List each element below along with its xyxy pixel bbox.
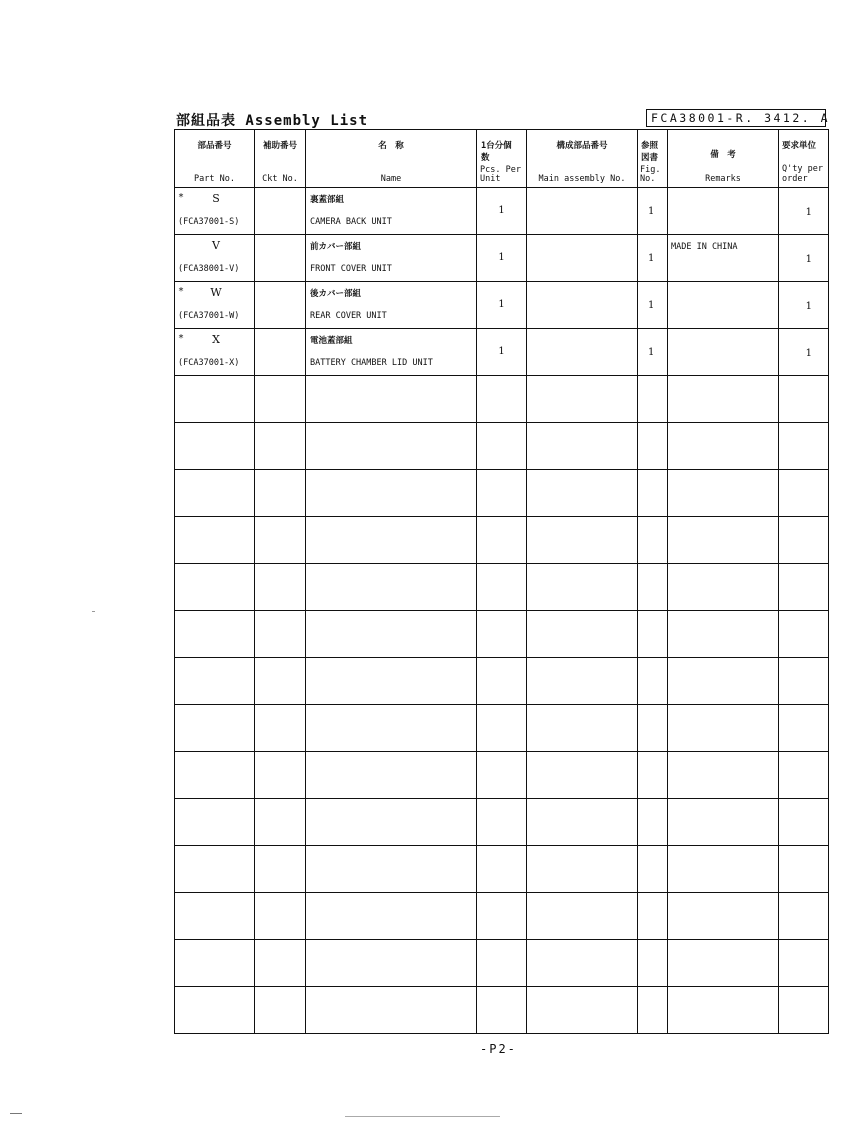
empty-cell	[779, 846, 829, 893]
empty-cell	[668, 470, 779, 517]
ckt-number	[255, 188, 305, 234]
pcs-per-unit: 1	[498, 346, 505, 357]
empty-cell	[638, 423, 668, 470]
empty-cell	[779, 799, 829, 846]
empty-cell	[638, 987, 668, 1034]
qty-per-order: 1	[805, 254, 812, 265]
empty-row	[175, 893, 829, 940]
empty-row	[175, 564, 829, 611]
empty-cell	[527, 799, 638, 846]
header-remarks: 備 考 Remarks	[668, 130, 779, 188]
empty-cell	[668, 564, 779, 611]
document-number: FCA38001-R. 3412. A	[646, 109, 826, 127]
part-number: (FCA37001-W)	[178, 311, 240, 321]
table-row	[175, 329, 829, 376]
header-part-no: 部品番号 Part No.	[175, 130, 255, 188]
empty-cell	[638, 705, 668, 752]
empty-cell	[668, 987, 779, 1034]
name-jp: 前カバー部組	[310, 242, 362, 252]
document-title: 部組品表 Assembly List	[176, 113, 369, 129]
empty-cell	[306, 470, 477, 517]
empty-cell	[306, 752, 477, 799]
empty-cell	[306, 611, 477, 658]
empty-cell	[638, 893, 668, 940]
qty-per-order: 1	[805, 348, 812, 359]
empty-row	[175, 423, 829, 470]
table-row	[175, 282, 829, 329]
empty-cell	[477, 611, 527, 658]
empty-cell	[779, 705, 829, 752]
empty-cell	[779, 987, 829, 1034]
empty-cell	[175, 423, 255, 470]
empty-cell	[175, 799, 255, 846]
empty-cell	[527, 893, 638, 940]
empty-cell	[638, 564, 668, 611]
ckt-number	[255, 235, 305, 281]
empty-cell	[527, 705, 638, 752]
empty-cell	[638, 752, 668, 799]
empty-cell	[638, 611, 668, 658]
empty-cell	[255, 940, 306, 987]
name-en: FRONT COVER UNIT	[310, 264, 392, 274]
empty-cell	[477, 752, 527, 799]
empty-cell	[175, 705, 255, 752]
empty-cell	[255, 376, 306, 423]
main-assembly-number	[527, 188, 637, 234]
header-name: 名 称 Name	[306, 130, 477, 188]
table-row	[175, 188, 829, 235]
empty-cell	[779, 470, 829, 517]
empty-cell	[668, 517, 779, 564]
empty-cell	[175, 752, 255, 799]
header-pcs-per-unit: 1台分個数 Pcs. Per Unit	[477, 130, 527, 188]
empty-cell	[255, 423, 306, 470]
fig-number: 1	[648, 206, 655, 217]
empty-cell	[527, 846, 638, 893]
empty-cell	[477, 658, 527, 705]
new-part-mark: *	[178, 192, 185, 203]
header-main-assembly-no: 構成部品番号 Main assembly No.	[527, 130, 638, 188]
header-row	[175, 130, 829, 188]
empty-cell	[779, 376, 829, 423]
part-number: (FCA37001-S)	[178, 217, 240, 227]
empty-cell	[306, 893, 477, 940]
empty-cell	[668, 611, 779, 658]
empty-cell	[668, 376, 779, 423]
empty-cell	[255, 987, 306, 1034]
part-code: W	[210, 286, 222, 299]
empty-row	[175, 376, 829, 423]
empty-cell	[477, 987, 527, 1034]
new-part-mark: *	[178, 286, 185, 297]
empty-cell	[175, 658, 255, 705]
table-row	[175, 235, 829, 282]
remarks: MADE IN CHINA	[671, 242, 738, 252]
empty-row	[175, 987, 829, 1034]
empty-cell	[638, 658, 668, 705]
fig-number: 1	[648, 300, 655, 311]
empty-row	[175, 517, 829, 564]
empty-cell	[527, 752, 638, 799]
empty-cell	[527, 611, 638, 658]
empty-row	[175, 658, 829, 705]
empty-cell	[255, 564, 306, 611]
empty-cell	[306, 376, 477, 423]
empty-cell	[477, 846, 527, 893]
empty-cell	[477, 564, 527, 611]
header-fig-no: 参照図書 Fig. No.	[638, 130, 668, 188]
empty-row	[175, 705, 829, 752]
empty-cell	[477, 705, 527, 752]
main-assembly-number	[527, 235, 637, 281]
fig-number: 1	[648, 347, 655, 358]
empty-cell	[527, 658, 638, 705]
part-number: (FCA38001-V)	[178, 264, 240, 274]
empty-cell	[175, 611, 255, 658]
empty-row	[175, 752, 829, 799]
page-number: -P2-	[480, 1042, 517, 1056]
empty-cell	[255, 517, 306, 564]
part-code: S	[212, 192, 220, 205]
empty-cell	[306, 705, 477, 752]
empty-cell	[527, 376, 638, 423]
empty-cell	[255, 799, 306, 846]
empty-cell	[668, 658, 779, 705]
empty-cell	[668, 893, 779, 940]
empty-cell	[306, 423, 477, 470]
empty-cell	[779, 611, 829, 658]
empty-cell	[527, 517, 638, 564]
empty-row	[175, 846, 829, 893]
empty-cell	[175, 940, 255, 987]
empty-cell	[175, 893, 255, 940]
new-part-mark: *	[178, 333, 185, 344]
empty-cell	[779, 940, 829, 987]
empty-cell	[527, 470, 638, 517]
empty-row	[175, 940, 829, 987]
empty-cell	[668, 799, 779, 846]
empty-row	[175, 470, 829, 517]
ckt-number	[255, 329, 305, 375]
empty-cell	[779, 564, 829, 611]
empty-row	[175, 611, 829, 658]
empty-cell	[668, 940, 779, 987]
scan-artifact	[345, 1116, 500, 1117]
main-assembly-number	[527, 329, 637, 375]
empty-cell	[638, 376, 668, 423]
empty-cell	[306, 517, 477, 564]
header-qty-per-order: 要求単位 Q'ty per order	[779, 130, 829, 188]
empty-cell	[255, 893, 306, 940]
empty-cell	[255, 705, 306, 752]
empty-cell	[477, 517, 527, 564]
empty-cell	[477, 423, 527, 470]
empty-cell	[255, 752, 306, 799]
ckt-number	[255, 282, 305, 328]
main-assembly-number	[527, 282, 637, 328]
name-jp: 裏蓋部組	[310, 195, 345, 205]
empty-cell	[255, 658, 306, 705]
empty-cell	[175, 470, 255, 517]
empty-cell	[638, 940, 668, 987]
empty-cell	[779, 658, 829, 705]
empty-cell	[668, 752, 779, 799]
scan-artifact	[10, 1113, 22, 1114]
empty-cell	[175, 376, 255, 423]
part-code: V	[212, 239, 220, 252]
empty-cell	[638, 846, 668, 893]
name-jp: 後カバー部組	[310, 289, 362, 299]
empty-cell	[255, 611, 306, 658]
qty-per-order: 1	[805, 207, 812, 218]
pcs-per-unit: 1	[498, 205, 505, 216]
empty-cell	[779, 893, 829, 940]
name-en: BATTERY CHAMBER LID UNIT	[310, 358, 433, 368]
empty-cell	[668, 705, 779, 752]
name-en: CAMERA BACK UNIT	[310, 217, 392, 227]
empty-cell	[477, 376, 527, 423]
empty-row	[175, 799, 829, 846]
empty-cell	[306, 987, 477, 1034]
empty-cell	[779, 752, 829, 799]
part-code: X	[212, 333, 220, 346]
scan-artifact	[92, 611, 95, 612]
empty-cell	[527, 423, 638, 470]
empty-cell	[477, 470, 527, 517]
qty-per-order: 1	[805, 301, 812, 312]
empty-cell	[668, 423, 779, 470]
part-number: (FCA37001-X)	[178, 358, 240, 368]
empty-cell	[527, 940, 638, 987]
empty-cell	[175, 846, 255, 893]
empty-cell	[638, 799, 668, 846]
empty-cell	[779, 423, 829, 470]
empty-cell	[779, 517, 829, 564]
empty-cell	[527, 987, 638, 1034]
assembly-list-table	[174, 129, 829, 1034]
fig-number: 1	[648, 253, 655, 264]
header-ckt-no: 補助番号 Ckt No.	[255, 130, 306, 188]
empty-cell	[477, 799, 527, 846]
pcs-per-unit: 1	[498, 299, 505, 310]
empty-cell	[306, 846, 477, 893]
empty-cell	[306, 564, 477, 611]
empty-cell	[175, 564, 255, 611]
name-en: REAR COVER UNIT	[310, 311, 387, 321]
empty-cell	[477, 940, 527, 987]
empty-cell	[175, 987, 255, 1034]
empty-cell	[255, 470, 306, 517]
empty-cell	[527, 564, 638, 611]
name-jp: 電池蓋部組	[310, 336, 353, 346]
empty-cell	[306, 940, 477, 987]
empty-cell	[306, 658, 477, 705]
pcs-per-unit: 1	[498, 252, 505, 263]
empty-cell	[668, 846, 779, 893]
empty-cell	[175, 517, 255, 564]
empty-cell	[638, 470, 668, 517]
empty-cell	[638, 517, 668, 564]
empty-cell	[306, 799, 477, 846]
empty-cell	[477, 893, 527, 940]
empty-cell	[255, 846, 306, 893]
